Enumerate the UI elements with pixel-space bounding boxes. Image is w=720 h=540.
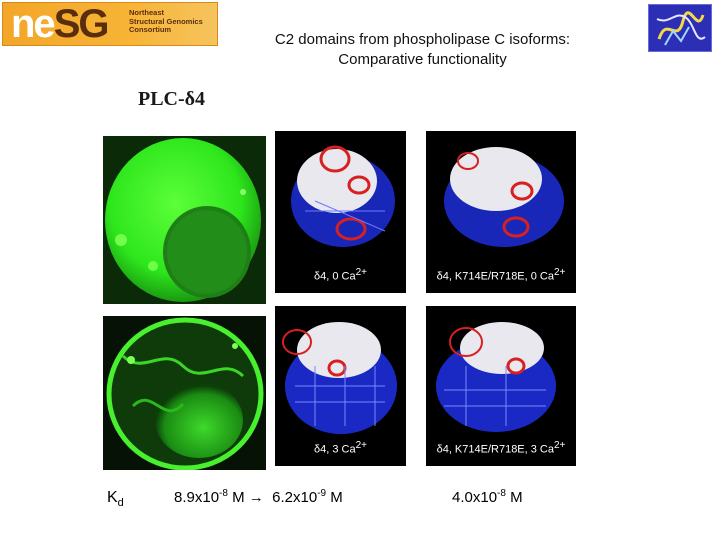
kd-value-mutant <box>452 488 523 506</box>
panel-label-wt-0ca <box>275 267 406 283</box>
protein-ribbon-icon <box>648 4 712 52</box>
logo-tagline <box>129 9 203 35</box>
slide-title <box>200 30 645 70</box>
structure-panel-wt-3ca <box>275 306 406 466</box>
kd-wt-unit: M <box>232 489 245 506</box>
panel-label-mut-3ca <box>426 440 576 456</box>
kd-label-text: K <box>107 489 118 506</box>
panel-label-sup: 2+ <box>355 267 367 279</box>
logo-wordmark <box>11 2 107 46</box>
plc-delta4-label: PLC-δ4 <box>138 88 206 110</box>
panel-label-text: δ4, K714E/R718E, 0 Ca <box>436 271 554 283</box>
logo-tagline-line2: Structural Genomics <box>129 16 203 26</box>
panel-label-wt-3ca <box>275 440 406 456</box>
title-line1: C2 domains from phospholipase C isoforms: <box>274 31 571 48</box>
logo-tagline-line3: Consortium <box>129 25 172 34</box>
kd-wt-exp: -8 <box>219 488 228 499</box>
panel-label-sup: 2+ <box>355 440 367 452</box>
title-line2: Comparative functionality <box>338 51 507 68</box>
fluorescence-image-bottom <box>103 316 266 470</box>
panel-label-text: δ4, 3 Ca <box>314 444 356 456</box>
kd-wt-base2: 6.2x10 <box>272 489 318 506</box>
kd-mut-unit: M <box>510 489 523 506</box>
arrow-icon: → <box>248 489 264 506</box>
kd-mut-base: 4.0x10 <box>452 489 498 506</box>
fluorescence-image-top <box>103 136 266 304</box>
structure-panel-mut-0ca <box>426 131 576 293</box>
kd-mut-exp: -8 <box>497 488 506 499</box>
logo-wordmark-sg: SG <box>53 2 108 46</box>
panel-label-text: δ4, K714E/R718E, 3 Ca <box>436 444 554 456</box>
kd-wt-unit2: M <box>330 489 343 506</box>
kd-label <box>107 489 124 509</box>
panel-label-sup: 2+ <box>554 440 566 452</box>
kd-wt-base: 8.9x10 <box>174 489 220 506</box>
logo-tagline-line1: Northeast <box>129 8 165 17</box>
panel-label-mut-0ca <box>426 267 576 283</box>
kd-wt-exp2: -9 <box>317 488 327 499</box>
kd-value-wildtype <box>174 488 343 506</box>
nesg-logo <box>2 2 218 46</box>
structure-panel-mut-3ca <box>426 306 576 466</box>
structure-panel-wt-0ca <box>275 131 406 293</box>
kd-label-sub: d <box>117 497 124 510</box>
panel-label-sup: 2+ <box>554 267 566 279</box>
logo-wordmark-ne: ne <box>11 2 54 46</box>
panel-label-text: δ4, 0 Ca <box>314 271 356 283</box>
